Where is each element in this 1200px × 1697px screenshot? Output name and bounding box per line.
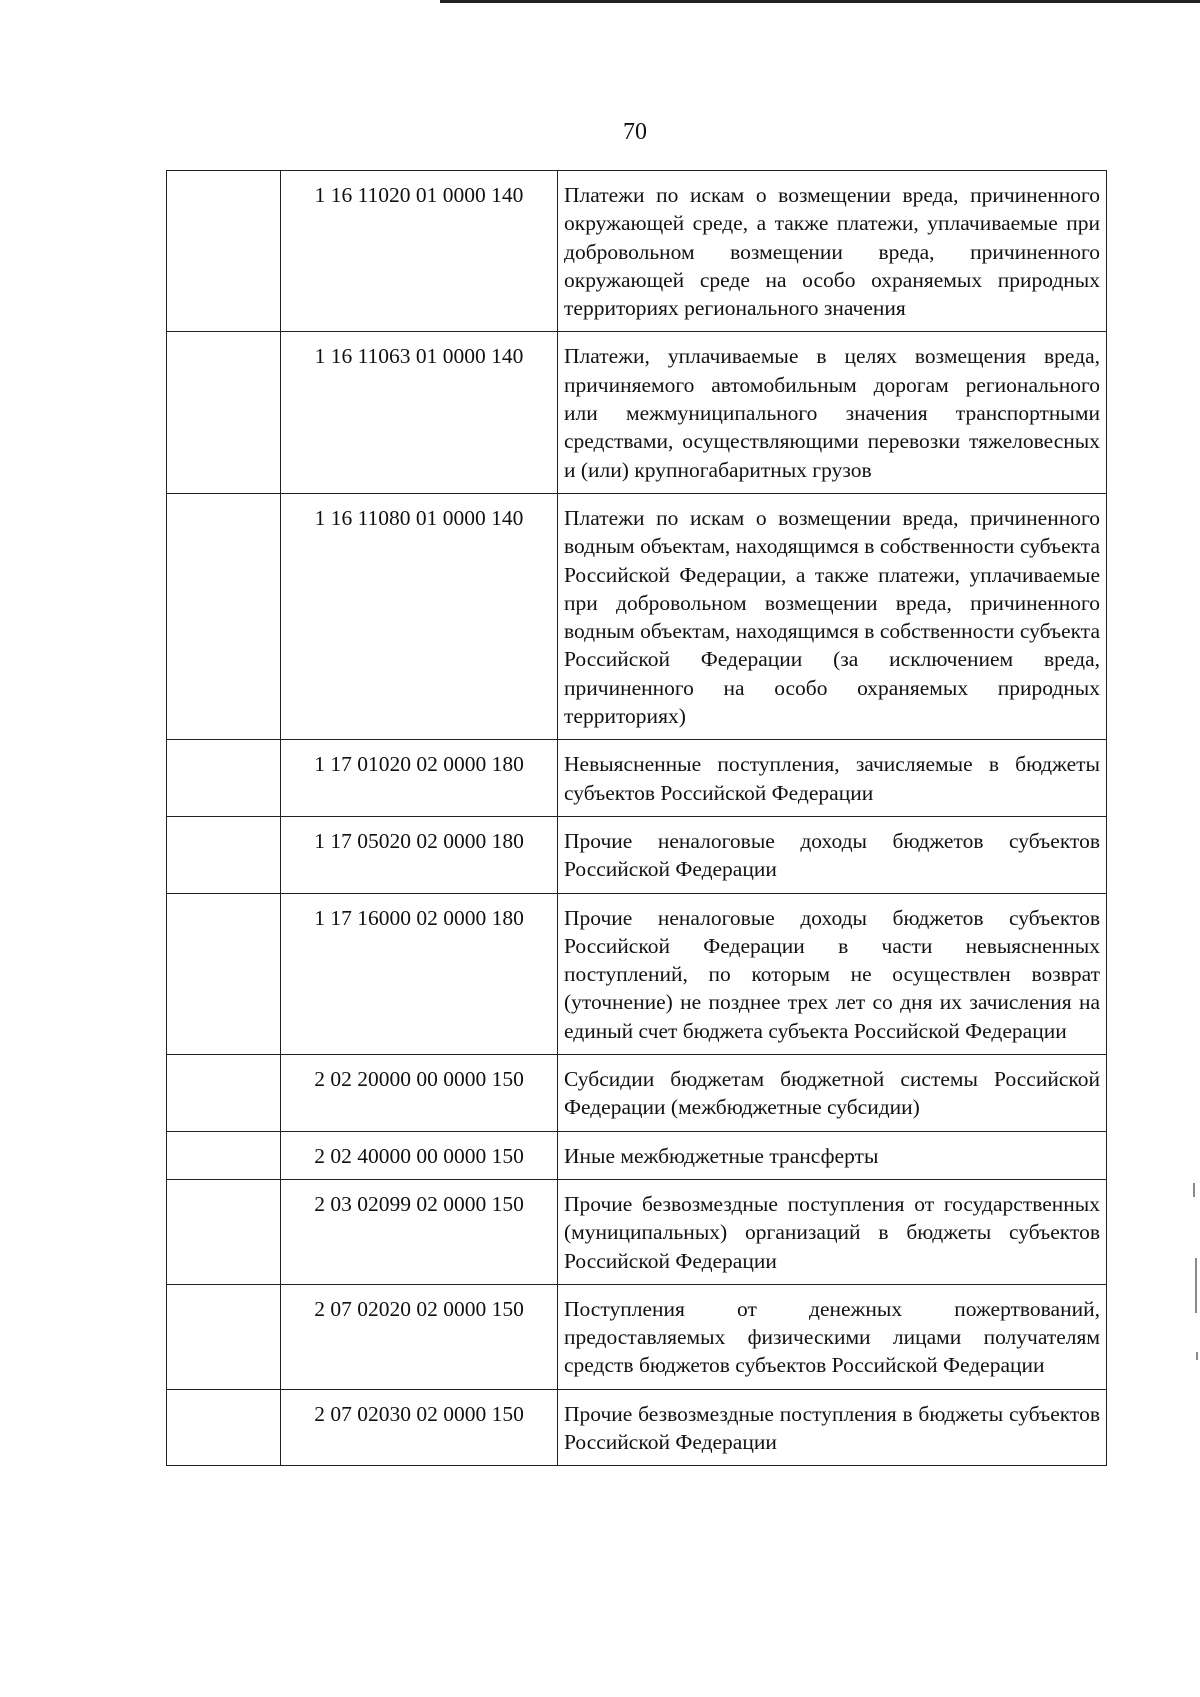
table-row bbox=[167, 1131, 1107, 1179]
table-row bbox=[167, 1055, 1107, 1132]
code-cell: 2 07 02030 02 0000 150 bbox=[281, 1389, 558, 1466]
blank-cell bbox=[167, 493, 281, 739]
top-rule bbox=[440, 0, 1200, 3]
description-cell: Прочие безвозмездные поступления от государственных (муниципальных) организаций в бюджеты субъектов Российской Федерации bbox=[558, 1179, 1107, 1284]
code-cell: 1 16 11063 01 0000 140 bbox=[281, 332, 558, 493]
code-cell: 1 16 11020 01 0000 140 bbox=[281, 171, 558, 332]
description-cell: Поступления от денежных пожертвований, предоставляемых физическими лицами получателям средств бюджетов субъектов Российской Федерации bbox=[558, 1284, 1107, 1389]
code-cell: 1 17 01020 02 0000 180 bbox=[281, 740, 558, 817]
code-cell: 2 02 40000 00 0000 150 bbox=[281, 1131, 558, 1179]
table-row bbox=[167, 493, 1107, 739]
code-cell: 1 17 16000 02 0000 180 bbox=[281, 893, 558, 1054]
code-cell: 2 02 20000 00 0000 150 bbox=[281, 1055, 558, 1132]
table-row bbox=[167, 171, 1107, 332]
table-body bbox=[167, 171, 1107, 1466]
table-row bbox=[167, 1179, 1107, 1284]
description-cell: Платежи, уплачиваемые в целях возмещения вреда, причиняемого автомобильным дорогам регионального или межмуниципального значения транспортными средствами, осуществляющими перевозки тяжеловесных и (или) крупногабаритных грузов bbox=[558, 332, 1107, 493]
blank-cell bbox=[167, 171, 281, 332]
blank-cell bbox=[167, 893, 281, 1054]
table-row bbox=[167, 1389, 1107, 1466]
blank-cell bbox=[167, 816, 281, 893]
blank-cell bbox=[167, 740, 281, 817]
blank-cell bbox=[167, 1055, 281, 1132]
description-cell: Иные межбюджетные трансферты bbox=[558, 1131, 1107, 1179]
description-cell: Прочие неналоговые доходы бюджетов субъектов Российской Федерации в части невыясненных поступлений, по которым не осуществлен возврат (уточнение) не позднее трех лет со дня их зачисления на единый счет бюджета субъекта Российской Федерации bbox=[558, 893, 1107, 1054]
blank-cell bbox=[167, 332, 281, 493]
code-cell: 2 03 02099 02 0000 150 bbox=[281, 1179, 558, 1284]
description-cell: Платежи по искам о возмещении вреда, причиненного водным объектам, находящимся в собственности субъекта Российской Федерации, а также платежи, уплачиваемые при добровольном возмещении вреда, причиненного водным объектам, находящимся в собственности субъекта Российской Федерации (за исключением вреда, причиненного на особо охраняемых природных территориях) bbox=[558, 493, 1107, 739]
description-cell: Прочие безвозмездные поступления в бюджеты субъектов Российской Федерации bbox=[558, 1389, 1107, 1466]
blank-cell bbox=[167, 1179, 281, 1284]
code-cell: 2 07 02020 02 0000 150 bbox=[281, 1284, 558, 1389]
scan-mark bbox=[1196, 1352, 1198, 1360]
table-row bbox=[167, 893, 1107, 1054]
blank-cell bbox=[167, 1284, 281, 1389]
scan-mark bbox=[1195, 1258, 1197, 1313]
table-row bbox=[167, 1284, 1107, 1389]
page-number: 70 bbox=[623, 119, 647, 145]
description-cell: Невыясненные поступления, зачисляемые в бюджеты субъектов Российской Федерации bbox=[558, 740, 1107, 817]
blank-cell bbox=[167, 1389, 281, 1466]
table-row bbox=[167, 816, 1107, 893]
scan-mark bbox=[1193, 1183, 1195, 1197]
description-cell: Прочие неналоговые доходы бюджетов субъектов Российской Федерации bbox=[558, 816, 1107, 893]
budget-codes-table bbox=[166, 170, 1107, 1466]
code-cell: 1 17 05020 02 0000 180 bbox=[281, 816, 558, 893]
code-cell: 1 16 11080 01 0000 140 bbox=[281, 493, 558, 739]
table-row bbox=[167, 332, 1107, 493]
blank-cell bbox=[167, 1131, 281, 1179]
table-row bbox=[167, 740, 1107, 817]
description-cell: Платежи по искам о возмещении вреда, причиненного окружающей среде, а также платежи, уплачиваемые при добровольном возмещении вреда, причиненного окружающей среде на особо охраняемых природных территориях регионального значения bbox=[558, 171, 1107, 332]
description-cell: Субсидии бюджетам бюджетной системы Российской Федерации (межбюджетные субсидии) bbox=[558, 1055, 1107, 1132]
